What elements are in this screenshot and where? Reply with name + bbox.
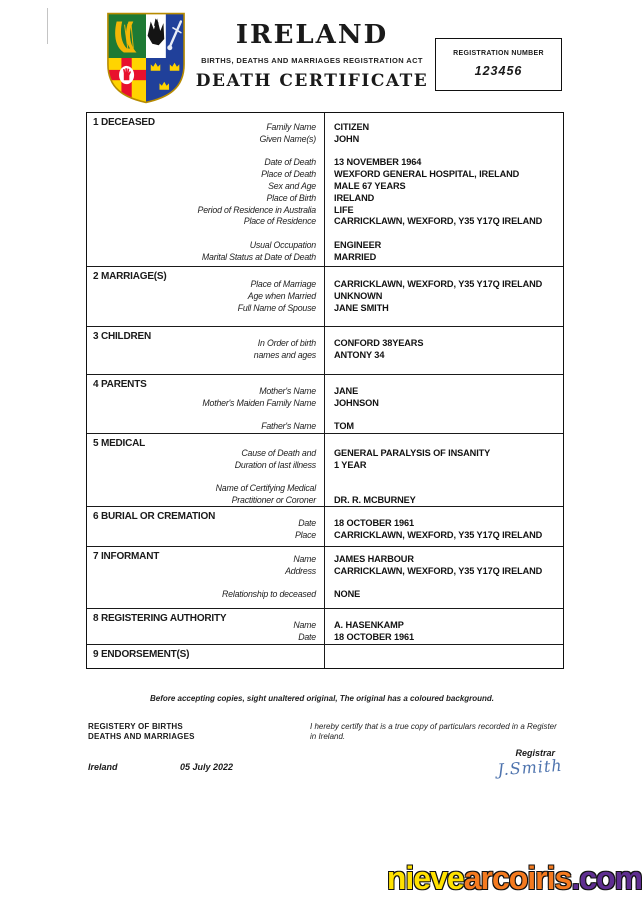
footer-country: Ireland (88, 762, 118, 772)
field-value: JOHNSON (334, 397, 379, 408)
section-heading: 9 ENDORSEMENT(S) (93, 649, 190, 660)
field-value: DR. R. MCBURNEY (334, 495, 416, 506)
registry-block (88, 722, 195, 742)
coat-of-arms-icon (106, 12, 186, 104)
field-label: Sex and Age (268, 180, 316, 191)
field-value: JAMES HARBOUR (334, 554, 414, 564)
field-value: NONE (334, 589, 361, 600)
field-label: Family Name (266, 122, 316, 132)
field-label: Name (293, 620, 316, 630)
field-value: ENGINEER (334, 239, 382, 250)
field-value (324, 483, 334, 495)
field-label: Practitioner or Coroner (231, 495, 316, 506)
field-label: Date (298, 518, 316, 528)
field-value: LIFE (334, 204, 354, 215)
registration-number-value: 123456 (474, 64, 523, 78)
footer-notice: Before accepting copies, sight unaltered original, The original has a coloured background. (149, 694, 495, 703)
field-value: CONFORD 38YEARS (334, 338, 424, 348)
field-label: Place of Marriage (250, 279, 316, 289)
field-label: Place (294, 529, 316, 540)
field-label: Father's Name (261, 421, 316, 432)
field-label: Period of Residence in Australia (197, 204, 316, 215)
field-value: JANE (334, 386, 359, 396)
section-heading: 1 DECEASED (93, 117, 155, 128)
field-value: 13 NOVEMBER 1964 (334, 157, 422, 168)
section-heading: 2 MARRIAGE(S) (93, 271, 167, 282)
registrar-label: Registrar (515, 748, 555, 758)
field-label: Full Name of Spouse (237, 302, 316, 313)
field-value: 18 OCTOBER 1961 (334, 631, 415, 642)
field-label: Name of Certifying Medical (215, 483, 316, 494)
field-value: CARRICKLAWN, WEXFORD, Y35 Y17Q IRELAND (334, 216, 543, 227)
field-label: Age when Married (247, 290, 316, 301)
act-subtitle: BIRTHS, DEATHS AND MARRIAGES REGISTRATION ACT (201, 56, 423, 65)
field-value: UNKNOWN (334, 290, 383, 301)
country-title: IRELAND (235, 20, 389, 50)
field-label: Duration of last illness (234, 459, 316, 470)
field-label: Date (298, 631, 316, 642)
field-label: In Order of birth (257, 338, 316, 348)
watermark-logo (387, 860, 642, 897)
field-label: Address (285, 565, 316, 576)
section-heading: 4 PARENTS (93, 379, 147, 390)
field-label: Relationship to deceased (222, 589, 316, 600)
section-heading: 7 INFORMANT (93, 551, 160, 562)
field-value: TOM (334, 421, 354, 432)
registrar-signature: J.Smith (496, 755, 564, 780)
scan-artifact-line (47, 8, 48, 44)
field-value: WEXFORD GENERAL HOSPITAL, IRELAND (334, 169, 520, 180)
field-value: MALE 67 YEARS (334, 180, 406, 191)
field-value: 1 YEAR (334, 459, 367, 470)
section-heading: 6 BURIAL OR CREMATION (93, 511, 216, 522)
field-value: CARRICKLAWN, WEXFORD, Y35 Y17Q IRELAND (334, 565, 543, 576)
certificate-table (86, 112, 564, 669)
field-label: Cause of Death and (241, 448, 316, 458)
field-label: Marital Status at Date of Death (201, 251, 316, 262)
watermark-part-3: .com (571, 860, 642, 896)
field-value: JOHN (334, 133, 360, 144)
field-label: Given Name(s) (259, 133, 316, 144)
registration-number-box (435, 38, 562, 91)
header-title-block (188, 20, 436, 91)
registry-line-1: REGISTERY OF BIRTHS (88, 722, 183, 731)
watermark-part-2: arcoiris (463, 860, 572, 896)
registry-line-2: DEATHS AND MARRIAGES (88, 732, 195, 741)
section-heading: 5 MEDICAL (93, 438, 146, 449)
field-value: CARRICKLAWN, WEXFORD, Y35 Y17Q IRELAND (334, 529, 543, 540)
field-value: GENERAL PARALYSIS OF INSANITY (334, 448, 491, 458)
field-label: Usual Occupation (249, 239, 316, 250)
field-value: 18 OCTOBER 1961 (334, 518, 415, 528)
field-label: Date of Death (264, 157, 316, 168)
footer-issue-date: 05 July 2022 (180, 762, 234, 772)
registration-number-label: REGISTRATION NUMBER (453, 50, 544, 57)
section-heading: 8 REGISTERING AUTHORITY (93, 613, 227, 624)
certify-statement: I hereby certify that is a true copy of particulars recorded in a Register in Ireland. (310, 722, 557, 741)
field-value: CITIZEN (334, 122, 370, 132)
document-title: DEATH CERTIFICATE (195, 71, 429, 91)
field-label: Place of Birth (266, 192, 316, 203)
field-value: CARRICKLAWN, WEXFORD, Y35 Y17Q IRELAND (334, 279, 543, 289)
field-label: Place of Residence (243, 216, 316, 227)
field-label: Place of Death (261, 169, 316, 180)
field-label: Name (293, 554, 316, 564)
section-heading: 3 CHILDREN (93, 331, 152, 342)
field-label: Mother's Maiden Family Name (202, 397, 316, 408)
watermark-part-1: nieve (386, 860, 464, 896)
column-divider-line (324, 113, 325, 668)
field-value: ANTONY 34 (334, 349, 385, 360)
field-value: JANE SMITH (334, 302, 389, 313)
field-label: names and ages (253, 349, 316, 360)
field-value: IRELAND (334, 192, 375, 203)
field-value: MARRIED (334, 251, 377, 262)
field-value: A. HASENKAMP (334, 620, 404, 630)
field-label: Mother's Name (259, 386, 316, 396)
